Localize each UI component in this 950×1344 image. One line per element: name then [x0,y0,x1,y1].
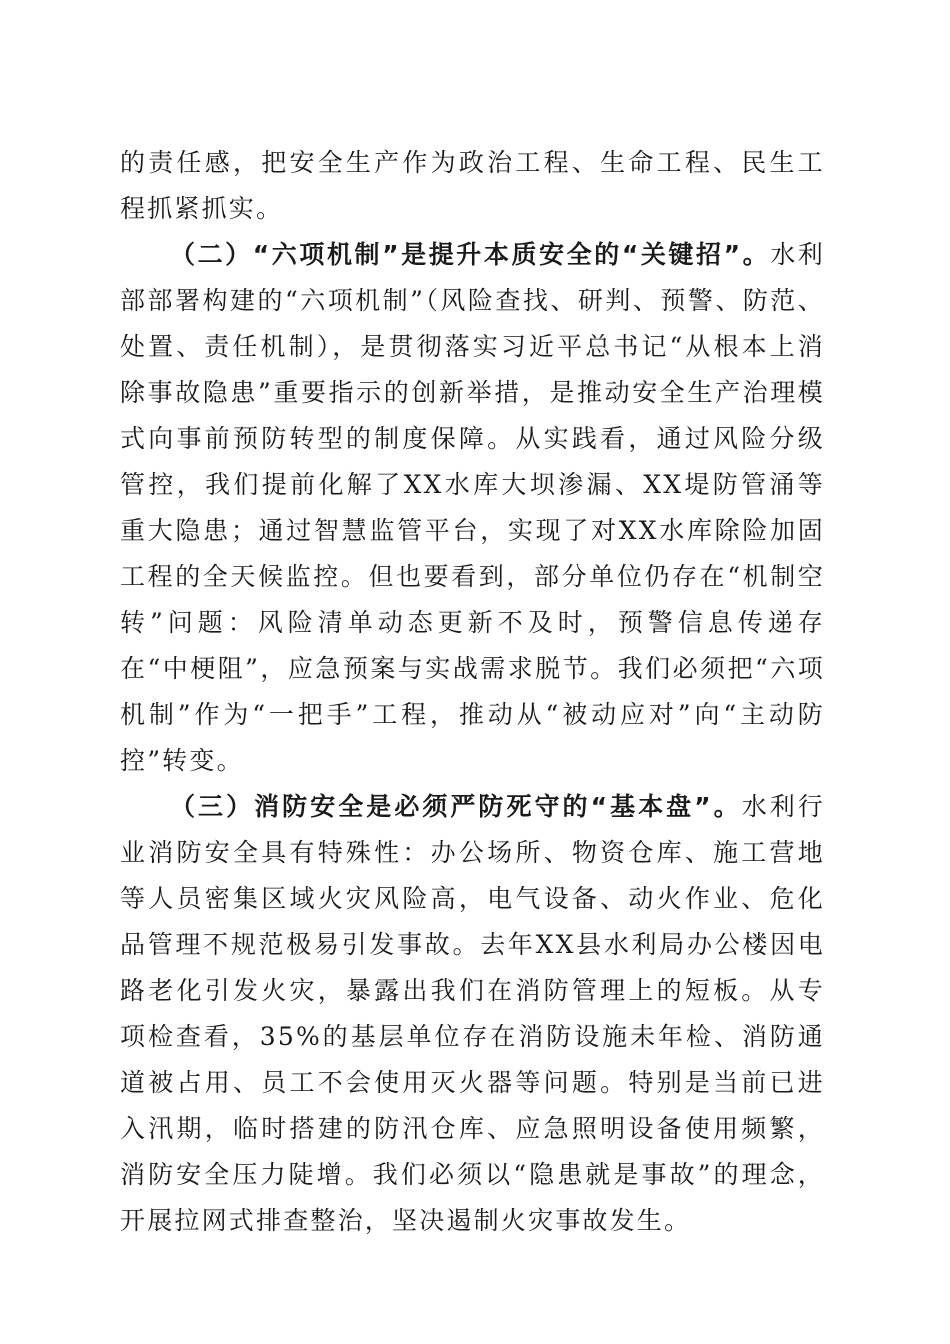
paragraph-body: 水利行业消防安全具有特殊性：办公场所、物资仓库、施工营地等人员密集区域火灾风险高，电气设备、动火作业、危化品管理不规范极易引发事故。去年XX县水利局办公楼因电路老化引发火灾，暴露出我们在消防管理上的短板。从专项检查看，35%的基层单位存在消防设施未年检、消防通道被占用、员工不会使用灭火器等问题。特别是当前已进入汛期，临时搭建的防汛仓库、应急照明设备使用频繁，消防安全压力陡增。我们必须以“隐患就是事故”的理念，开展拉网式排查整治，坚决遏制火灾事故发生。 [120,792,825,1235]
paragraph-six-mechanisms [120,232,825,784]
paragraph-body: 水利部部署构建的“六项机制”（风险查找、研判、预警、防范、处置、责任机制），是贯彻落实习近平总书记“从根本上消除事故隐患”重要指示的创新举措，是推动安全生产治理模式向事前预防转型的制度保障。从实践看，通过风险分级管控，我们提前化解了XX水库大坝渗漏、XX堤防管涌等重大隐患；通过智慧监管平台，实现了对XX水库除险加固工程的全天候监控。但也要看到，部分单位仍存在“机制空转”问题：风险清单动态更新不及时，预警信息传递存在“中梗阻”，应急预案与实战需求脱节。我们必须把“六项机制”作为“一把手”工程，推动从“被动应对”向“主动防控”转变。 [120,240,826,775]
paragraph-heading: （三）消防安全是必须严防死守的“基本盘”。 [170,792,742,821]
paragraph-fire-safety [120,784,825,1244]
paragraph-body: 的责任感，把安全生产作为政治工程、生命工程、民生工程抓紧抓实。 [120,148,825,223]
paragraph-continuation [120,140,825,232]
paragraph-heading: （二）“六项机制”是提升本质安全的“关键招”。 [170,240,771,269]
document-body [120,140,825,1244]
